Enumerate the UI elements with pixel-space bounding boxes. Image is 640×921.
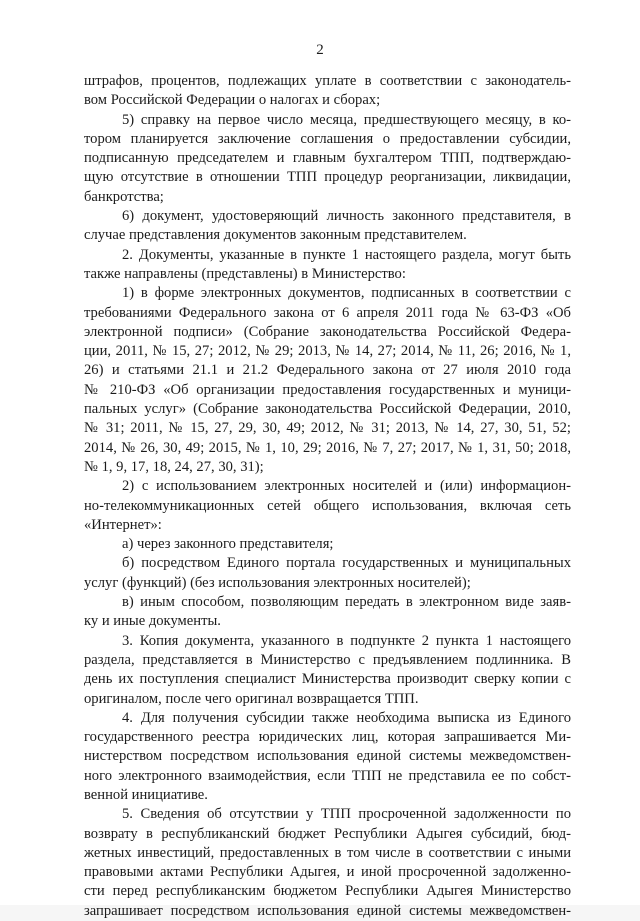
text-line: жетных инвестиций, предоставленных в том числе в соответствии с иными bbox=[84, 844, 571, 861]
text-line: запрашивает посредством использования единой системы межведомствен- bbox=[84, 902, 571, 919]
text-line: ного электронного взаимодействия, если ТПП не представила ее по собст- bbox=[84, 767, 571, 784]
text-line: раздела, представляется в Министерство с предъявлением подлинника. В bbox=[84, 651, 571, 668]
text-line: подписанную председателем и главным бухгалтером ТПП, подтверждаю- bbox=[84, 150, 571, 167]
text-line: № 210-ФЗ «Об организации предоставления государственных и муници- bbox=[84, 381, 571, 398]
text-line: № 1, 9, 17, 18, 24, 27, 30, 31); bbox=[84, 458, 264, 475]
text-line: тором планируется заключение соглашения о предоставлении субсидии, bbox=[84, 130, 571, 147]
text-line: возврату в республиканский бюджет Республики Адыгея субсидий, бюд- bbox=[84, 825, 571, 842]
text-line: сти перед республиканским бюджетом Республики Адыгея Министерство bbox=[84, 883, 571, 900]
text-line: 2. Документы, указанные в пункте 1 настоящего раздела, могут быть bbox=[122, 246, 571, 263]
text-line: 3. Копия документа, указанного в подпункте 2 пункта 1 настоящего bbox=[122, 632, 571, 649]
text-line: а) через законного представителя; bbox=[122, 536, 334, 553]
text-line: оригиналом, после чего оригинал возвращается ТПП. bbox=[84, 690, 419, 707]
text-line: ку и иные документы. bbox=[84, 613, 221, 630]
body-text bbox=[84, 72, 571, 921]
text-line: услуг (функций) (без использования электронных носителей); bbox=[84, 574, 471, 591]
text-line: 26) и статьями 21.1 и 21.2 Федерального закона от 27 июля 2010 года bbox=[84, 362, 571, 379]
text-line: но-телекоммуникационных сетей общего использования, включая сеть bbox=[84, 497, 571, 514]
text-line: в) иным способом, позволяющим передать в электронном виде заяв- bbox=[122, 594, 571, 611]
text-line: день их поступления специалист Министерства производит сверку копии с bbox=[84, 671, 571, 688]
text-line: щую отсутствие в отношении ТПП процедур реорганизации, ликвидации, bbox=[84, 169, 571, 186]
text-line: 5) справку на первое число месяца, предшествующего месяцу, в ко- bbox=[122, 111, 571, 128]
text-line: вом Российской Федерации о налогах и сборах; bbox=[84, 92, 381, 109]
text-line: венной инициативе. bbox=[84, 786, 208, 803]
text-line: 6) документ, удостоверяющий личность законного представителя, в bbox=[122, 208, 571, 225]
text-line: б) посредством Единого портала государственных и муниципальных bbox=[122, 555, 571, 572]
text-line: 4. Для получения субсидии также необходима выписка из Единого bbox=[122, 709, 571, 726]
text-line: нистерством посредством использования единой системы межведомствен- bbox=[84, 748, 571, 765]
text-line: № 31; 2011, № 15, 27, 29, 30, 49; 2012, № 31; 2013, № 14, 27, 30, 51, 52; bbox=[84, 420, 571, 437]
text-line: правовыми актами Республики Адыгея, и иной просроченной задолженно- bbox=[84, 864, 571, 881]
text-line: требованиями Федерального закона от 6 апреля 2011 года № 63-ФЗ «Об bbox=[84, 304, 571, 321]
page-number: 2 bbox=[316, 42, 324, 58]
text-line: 5. Сведения об отсутствии у ТПП просроченной задолженности по bbox=[122, 806, 571, 823]
text-line: «Интернет»: bbox=[84, 516, 162, 533]
text-line: государственного реестра юридических лиц, которая запрашивается Ми- bbox=[84, 729, 571, 746]
text-line: также направлены (представлены) в Министерство: bbox=[84, 265, 406, 282]
text-line: пальных услуг» (Собрание законодательства Российской Федерации, 2010, bbox=[84, 401, 571, 418]
text-line: банкротства; bbox=[84, 188, 164, 205]
text-line: ции, 2011, № 15, 27; 2012, № 29; 2013, № 14, 27; 2014, № 11, 26; 2016, № 1, bbox=[84, 343, 571, 360]
text-line: 1) в форме электронных документов, подписанных в соответствии с bbox=[122, 285, 571, 302]
text-line: 2014, № 26, 30, 49; 2015, № 1, 10, 29; 2016, № 7, 27; 2017, № 1, 31, 50; 2018, bbox=[84, 439, 571, 456]
text-line: штрафов, процентов, подлежащих уплате в соответствии с законодатель- bbox=[84, 73, 571, 89]
text-line: случае представления документов законным представителем. bbox=[84, 227, 467, 244]
text-line: электронной подписи» (Собрание законодательства Российской Федера- bbox=[84, 323, 571, 340]
text-line: 2) с использованием электронных носителей и (или) информацион- bbox=[122, 478, 571, 495]
